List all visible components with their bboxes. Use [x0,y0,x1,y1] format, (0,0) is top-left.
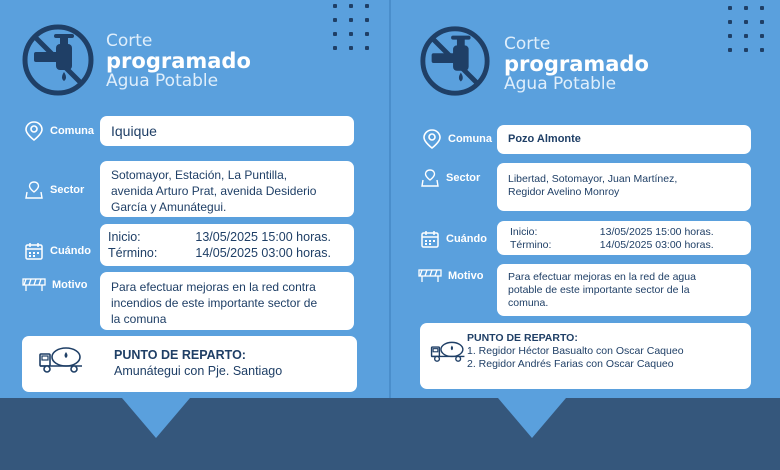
location-pin-icon [24,120,44,142]
map-location-icon [420,168,440,188]
sector-value-box [497,163,751,211]
card-pointer [122,398,190,438]
termino-label: Término: [108,246,158,260]
inicio-label: Inicio: [108,230,141,244]
title-line-programado: programado [106,49,251,73]
cuando-label: Cuándo [446,233,487,245]
sector-line: García y Amunátegui. [111,200,227,214]
reparto-text-block [114,347,282,379]
roadblock-icon [22,278,46,292]
sector-line: Libertad, Sotomayor, Juan Martínez, [508,173,678,185]
inicio-value: 13/05/2025 15:00 horas. [195,230,331,244]
title-line-programado: programado [504,52,649,76]
sector-label: Sector [446,172,481,184]
reparto-box [22,336,357,392]
calendar-icon [24,241,44,261]
inicio-value: 13/05/2025 15:00 horas. [599,226,714,238]
title-line-agua-potable: Agua Potable [504,74,617,94]
decorative-dots [728,6,766,52]
termino-label: Término: [510,239,552,251]
motivo-line: Para efectuar mejoras en la red de agua [508,271,696,283]
comuna-value-box [100,116,354,146]
comuna-value: Iquique [111,123,157,139]
reparto-title: PUNTO DE REPARTO: [467,332,578,344]
motivo-line: incendios de este importante sector de [111,296,318,310]
reparto-item: 2. Regidor Andrés Farias con Oscar Caqueo [467,358,674,370]
comuna-value: Pozo Almonte [508,133,581,145]
motivo-row-label [22,278,87,292]
sector-value-box [100,161,354,217]
card-pointer [498,398,566,438]
water-truck-icon [430,339,466,363]
reparto-box [420,323,751,389]
cuando-row-label [420,229,487,249]
map-location-icon [24,180,44,200]
roadblock-icon [418,269,442,283]
location-pin-icon [422,128,442,150]
decorative-dots [333,4,371,50]
notice-card-iquique [0,0,390,398]
comuna-row-label [422,128,492,150]
sector-row-label [420,168,480,188]
reparto-item: 1. Regidor Héctor Basualto con Oscar Caqueo [467,345,684,357]
sector-row-label [24,180,84,200]
motivo-line: potable de este importante sector de la [508,284,690,296]
sector-line: avenida Arturo Prat, avenida Desiderio [111,184,317,198]
water-truck-icon [38,344,84,374]
comuna-label: Comuna [50,125,94,137]
comuna-label: Comuna [448,133,492,145]
calendar-icon [420,229,440,249]
comuna-value-box [497,125,751,154]
title-line-corte: Corte [106,31,153,51]
reparto-list [467,345,684,371]
notice-title [504,36,649,93]
motivo-line: Para efectuar mejoras en la red contra [111,280,316,294]
motivo-value-box [497,264,751,316]
motivo-row-label [418,269,483,283]
notice-title [106,33,251,90]
motivo-label: Motivo [52,279,88,291]
sector-label: Sector [50,184,85,196]
termino-value: 14/05/2025 03:00 horas. [599,239,714,251]
cuando-value-box [497,221,751,255]
reparto-title: PUNTO DE REPARTO: [114,348,246,362]
cuando-value-box [100,224,354,266]
comuna-row-label [24,120,94,142]
title-line-corte: Corte [504,34,551,54]
motivo-line: la comuna [111,312,167,326]
notice-card-pozo-almonte [390,0,780,398]
reparto-location: Amunátegui con Pje. Santiago [114,364,283,378]
cuando-label: Cuándo [50,245,91,257]
termino-value: 14/05/2025 03:00 horas. [195,246,331,260]
reparto-text-block [467,332,684,371]
cuando-row-label [24,241,91,261]
motivo-line: comuna. [508,297,549,309]
motivo-label: Motivo [448,270,484,282]
card-divider [389,0,391,398]
title-line-agua-potable: Agua Potable [106,71,219,91]
motivo-value-box [100,272,354,330]
no-water-faucet-icon [418,24,492,98]
no-water-faucet-icon [20,22,96,98]
inicio-label: Inicio: [510,226,538,238]
footer-band [0,398,780,470]
sector-line: Sotomayor, Estación, La Puntilla, [111,168,288,182]
sector-line: Regidor Avelino Monroy [508,186,620,198]
